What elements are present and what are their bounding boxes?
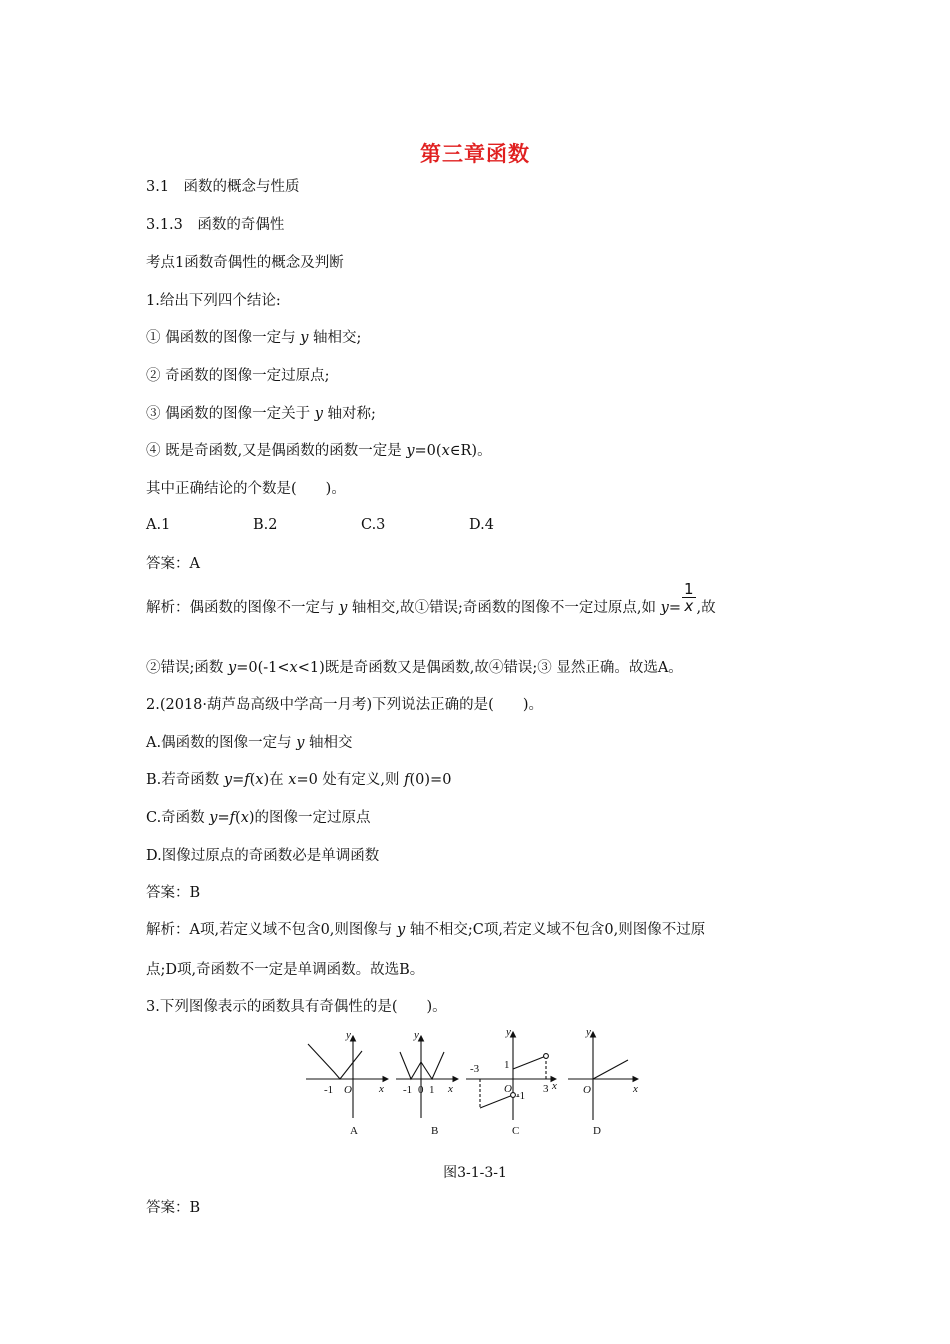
svg-text:1: 1 xyxy=(429,1084,435,1096)
svg-text:x: x xyxy=(633,1083,638,1095)
svg-text:y: y xyxy=(346,1029,351,1041)
q3-answer: 答案：B xyxy=(146,1200,201,1216)
q3-graphs-figure xyxy=(300,1022,650,1144)
q1-option-b: B.2 xyxy=(253,517,278,533)
svg-text:1: 1 xyxy=(504,1059,510,1071)
svg-text:x: x xyxy=(552,1080,557,1092)
svg-text:O: O xyxy=(504,1083,512,1095)
svg-text:0: 0 xyxy=(418,1084,424,1096)
graph-c xyxy=(466,1032,556,1120)
section-heading: 3.1 函数的概念与性质 xyxy=(146,179,300,195)
svg-text:x: x xyxy=(379,1083,384,1095)
q1-statement-4: ④ 既是奇函数,又是偶函数的函数一定是 y=0(x∈R)。 xyxy=(146,443,492,459)
graph-label-c: C xyxy=(512,1125,520,1137)
graph-b xyxy=(396,1036,458,1118)
q2-answer: 答案：B xyxy=(146,885,201,901)
q2-analysis-line-1: 解析：A项,若定义域不包含0,则图像与 y 轴不相交;C项,若定义域不包含0,则图像不过原 xyxy=(146,922,706,938)
q2-stem: 2.(2018·葫芦岛高级中学高一月考)下列说法正确的是( )。 xyxy=(146,697,543,713)
svg-text:-1: -1 xyxy=(516,1090,526,1102)
q1-answer: 答案：A xyxy=(146,556,200,572)
svg-text:y: y xyxy=(586,1026,591,1038)
svg-text:-3: -3 xyxy=(470,1063,480,1075)
q3-stem: 3.下列图像表示的函数具有奇偶性的是( )。 xyxy=(146,999,447,1015)
q1-statement-1: ① 偶函数的图像一定与 y 轴相交; xyxy=(146,330,362,346)
figure-caption: 图3-1-3-1 xyxy=(443,1165,507,1181)
chapter-title: 第三章函数 xyxy=(420,141,530,166)
q1-option-c: C.3 xyxy=(361,517,386,533)
svg-text:y: y xyxy=(506,1026,511,1038)
svg-text:O: O xyxy=(583,1084,591,1096)
svg-text:3: 3 xyxy=(543,1083,549,1095)
graph-a xyxy=(306,1036,388,1118)
q2-option-c: C.奇函数 y=f(x)的图像一定过原点 xyxy=(146,810,371,826)
q1-stem: 1.给出下列四个结论: xyxy=(146,293,281,309)
svg-text:x: x xyxy=(448,1083,453,1095)
q1-analysis-line-2: ②错误;函数 y=0(-1<x<1)既是奇函数又是偶函数,故④错误;③ 显然正确。故选A。 xyxy=(146,660,683,676)
svg-text:-1: -1 xyxy=(403,1084,413,1096)
q2-option-d: D.图像过原点的奇函数必是单调函数 xyxy=(146,848,380,864)
graph-d xyxy=(568,1032,638,1120)
fraction-one-over-x: $\frac{1}{x}$ xyxy=(684,579,694,615)
q1-analysis-line-1: 解析：偶函数的图像不一定与 y 轴相交,故①错误;奇函数的图像不一定过原点,如 y= $\frac{1}{x}$ ,故 xyxy=(146,579,716,616)
q2-option-b: B.若奇函数 y=f(x)在 x=0 处有定义,则 f(0)=0 xyxy=(146,772,452,788)
svg-text:y: y xyxy=(414,1029,419,1041)
q2-analysis-line-2: 点;D项,奇函数不一定是单调函数。故选B。 xyxy=(146,962,425,978)
q1-option-d: D.4 xyxy=(469,517,494,533)
svg-text:-1: -1 xyxy=(324,1084,334,1096)
q1-option-a: A.1 xyxy=(146,517,171,533)
q1-statement-3: ③ 偶函数的图像一定关于 y 轴对称; xyxy=(146,406,376,422)
q1-statement-2: ② 奇函数的图像一定过原点; xyxy=(146,368,330,384)
q1-question: 其中正确结论的个数是( )。 xyxy=(146,481,346,497)
graph-label-b: B xyxy=(431,1125,439,1137)
svg-text:O: O xyxy=(344,1084,352,1096)
topic-heading: 考点1函数奇偶性的概念及判断 xyxy=(146,255,344,271)
graph-label-d: D xyxy=(593,1125,601,1137)
graph-label-a: A xyxy=(350,1125,358,1137)
q2-option-a: A.偶函数的图像一定与 y 轴相交 xyxy=(146,735,353,751)
subsection-heading: 3.1.3 函数的奇偶性 xyxy=(146,217,285,233)
